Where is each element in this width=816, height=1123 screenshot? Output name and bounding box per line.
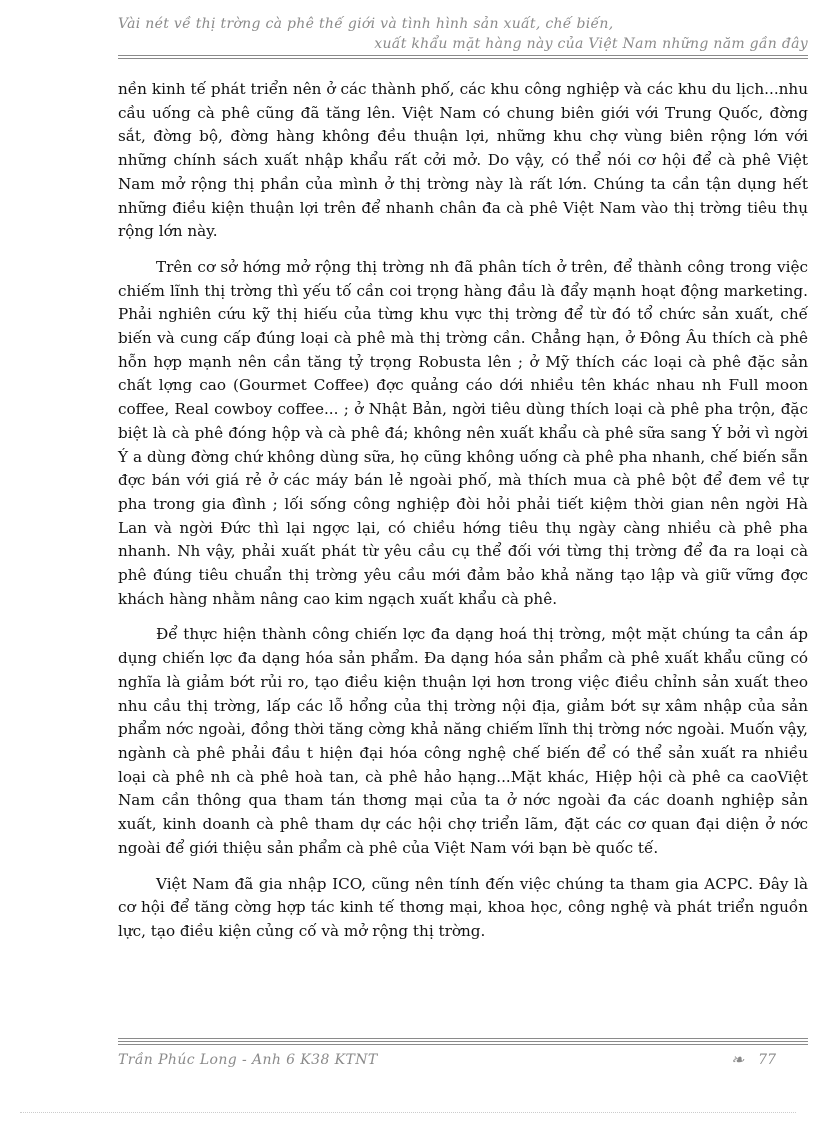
- footer-author: Trần Phúc Long - Anh 6 K38 KTNT: [118, 1052, 378, 1068]
- page-header: [118, 14, 808, 64]
- paragraph-3: Để thực hiện thành công chiến lợc đa dạng hoá thị trờng, một mặt chúng ta cần áp dụng chiến lợc đa dạng hóa sản phẩm. Đa dạng hóa sản phẩm cà phê xuất khẩu cũng có nghĩa là giảm bớt rủi ro, tạo điều kiện thuận lợi hơn trong việc điều chỉnh sản xuất theo nhu cầu thị trờng, lấp các lỗ hổng của thị trờng nội địa, giảm bớt sự xâm nhập của sản phẩm nớc ngoài, đồng thời tăng cờng khả năng chiếm lĩnh thị trờng nớc ngoài. Muốn vậy, ngành cà phê phải đầu t hiện đại hóa công nghệ chế biến để có thể sản xuất ra nhiều loại cà phê nh cà phê hoà tan, cà phê hảo hạng...Mặt khác, Hiệp hội cà phê ca caoViệt Nam cần thông qua tham tán thơng mại của ta ở nớc ngoài đa các doanh nghiệp sản xuất, kinh doanh cà phê tham dự các hội chợ triển lãm, đặt các cơ quan đại diện ở nớc ngoài để giới thiệu sản phẩm cà phê của Việt Nam với bạn bè quốc tế.: [118, 625, 808, 857]
- page-number: 77: [758, 1051, 776, 1068]
- paragraph-2: Trên cơ sở hớng mở rộng thị trờng nh đã phân tích ở trên, để thành công trong việc chiếm lĩnh thị trờng thì yếu tố cần coi trọng hàng đầu là đẩy mạnh hoạt động marketing. Phải nghiên cứu kỹ thị hiếu của từng khu vực thị trờng để từ đó tổ chức sản xuất, chế biến và cung cấp đúng loại cà phê mà thị trờng cần. Chẳng hạn, ở Đông Âu thích cà phê hỗn hợp mạnh nên cần tăng tỷ trọng Robusta lên ; ở Mỹ thích các loại cà phê đặc sản chất lợng cao (Gourmet Coffee) đợc quảng cáo dới nhiều tên khác nhau nh Full moon coffee, Real cowboy coffee... ; ở Nhật Bản, ngời tiêu dùng thích loại cà phê pha trộn, đặc biệt là cà phê đóng hộp và cà phê đá; không nên xuất khẩu cà phê sữa sang Ý bởi vì ngời Ý a dùng đờng chứ không dùng sữa, họ cũng không uống cà phê pha nhanh, chế biến sẵn đợc bán với giá rẻ ở các máy bán lẻ ngoài phố, mà thích mua cà phê bột để đem về tự pha trong gia đình ; lối sống công nghiệp đòi hỏi phải tiết kiệm thời gian nên ngời Hà Lan và ngời Đức thì lại ngợc lại, có chiều hớng tiêu thụ ngày càng nhiều cà phê pha nhanh. Nh vậy, phải xuất phát từ yêu cầu cụ thể đối với từng thị trờng để đa ra loại cà phê đúng tiêu chuẩn thị trờng yêu cầu mới đảm bảo khả năng tạo lập và giữ vững đợc khách hàng nhằm nâng cao kim ngạch xuất khẩu cà phê.: [118, 257, 808, 608]
- document-body: [118, 78, 808, 956]
- header-divider: [118, 55, 808, 59]
- paragraph-1: nền kinh tế phát triển nên ở các thành phố, các khu công nghiệp và các khu du lịch...nhu cầu uống cà phê cũng đã tăng lên. Việt Nam có chung biên giới với Trung Quốc, đờng sắt, đờng bộ, đờng hàng không đều thuận lợi, những khu chợ vùng biên rộng lớn với những chính sách xuất nhập khẩu rất cởi mở. Do vậy, có thể nói cơ hội để cà phê Việt Nam mở rộng thị phần của mình ở thị trờng này là rất lớn. Chúng ta cần tận dụng hết những điều kiện thuận lợi trên để nhanh chân đa cà phê Việt Nam vào thị trờng tiêu thụ rộng lớn này.: [118, 80, 808, 241]
- header-title-line1: Vài nét về thị trờng cà phê thế giới và tình hình sản xuất, chế biến,: [118, 16, 614, 32]
- fleuron-icon: ❧: [730, 1050, 745, 1069]
- footer-page-info: [731, 1050, 776, 1069]
- header-title-line2: xuất khẩu mặt hàng này của Việt Nam những năm gần đây: [374, 36, 808, 52]
- page-bottom-edge: [20, 1112, 796, 1113]
- paragraph-4: Việt Nam đã gia nhập ICO, cũng nên tính đến việc chúng ta tham gia ACPC. Đây là cơ hội để tăng cờng hợp tác kinh tế thơng mại, khoa học, công nghệ và phát triển nguồn lực, tạo điều kiện củng cố và mở rộng thị trờng.: [118, 874, 808, 940]
- footer-divider: [118, 1038, 808, 1044]
